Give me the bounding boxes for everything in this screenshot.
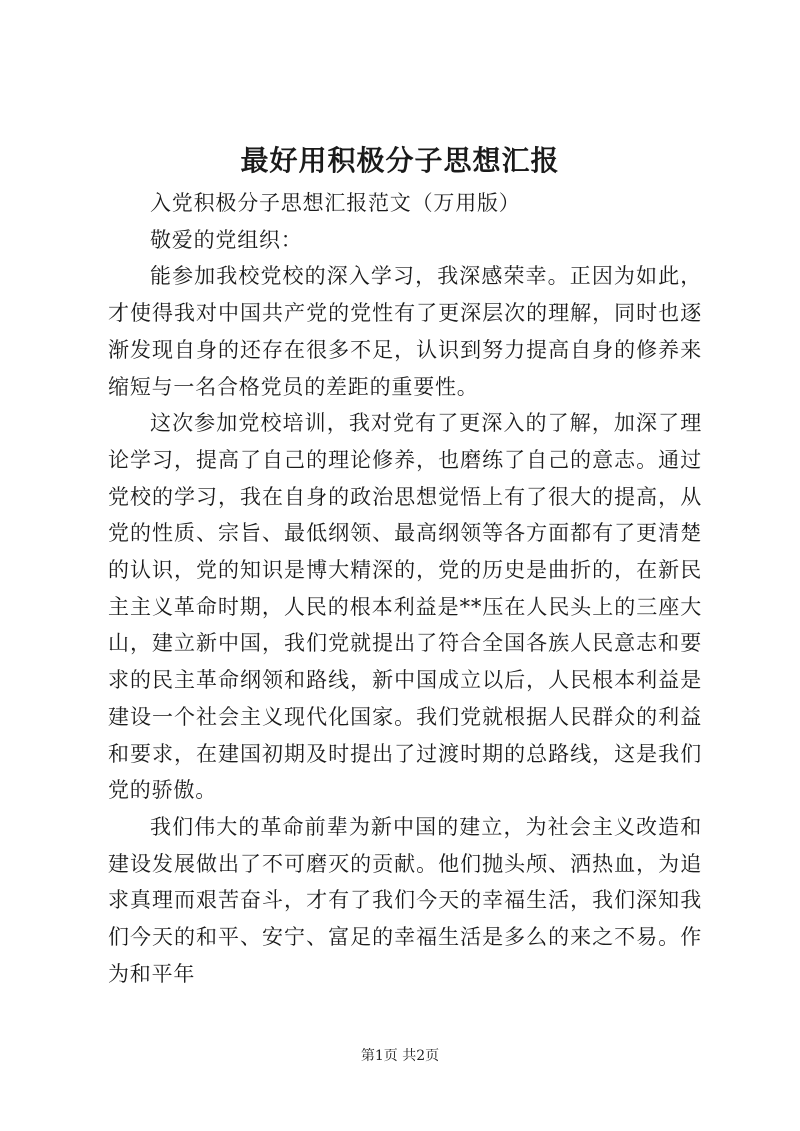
subtitle-paragraph: 入党积极分子思想汇报范文（万用版） [150,191,521,215]
body-paragraph: 这次参加党校培训，我对党有了更深入的了解，加深了理论学习，提高了自己的理论修养，也磨练了自己的意志。通过党校的学习，我在自身的政治思想觉悟上有了很大的提高，从党的性质、宗旨、最低纲领、最高纲领等各方面都有了更清楚的认识，党的知识是博大精深的，党的历史是曲折的，在新民主主义革命时期，人民的根本利益是**压在人民头上的三座大山，建立新中国，我们党就提出了符合全国各族人民意志和要求的民主革命纲领和路线，新中国成立以后，人民根本利益是建设一个社会主义现代化国家。我们党就根据人民群众的利益和要求，在建国初期及时提出了过渡时期的总路线，这是我们党的骄傲。 [108,411,702,803]
salutation-paragraph: 敬爱的党组织： [150,227,303,252]
page-number-footer: 第1页 共2页 [360,1048,440,1064]
document-body [108,185,702,992]
body-paragraph: 我们伟大的革命前辈为新中国的建立，为社会主义改造和建设发展做出了不可磨灭的贡献。他们抛头颅、洒热血，为追求真理而艰苦奋斗，才有了我们今天的幸福生活，我们深知我们今天的和平、安宁、富足的幸福生活是多么的来之不易。作为和平年 [108,814,702,986]
body-paragraph: 能参加我校党校的深入学习，我深感荣幸。正因为如此，才使得我对中国共产党的党性有了更深层次的理解，同时也逐渐发现自身的还存在很多不足，认识到努力提高自身的修养来缩短与一名合格党员的差距的重要性。 [108,264,702,399]
document-title: 最好用积极分子思想汇报 [240,144,560,177]
